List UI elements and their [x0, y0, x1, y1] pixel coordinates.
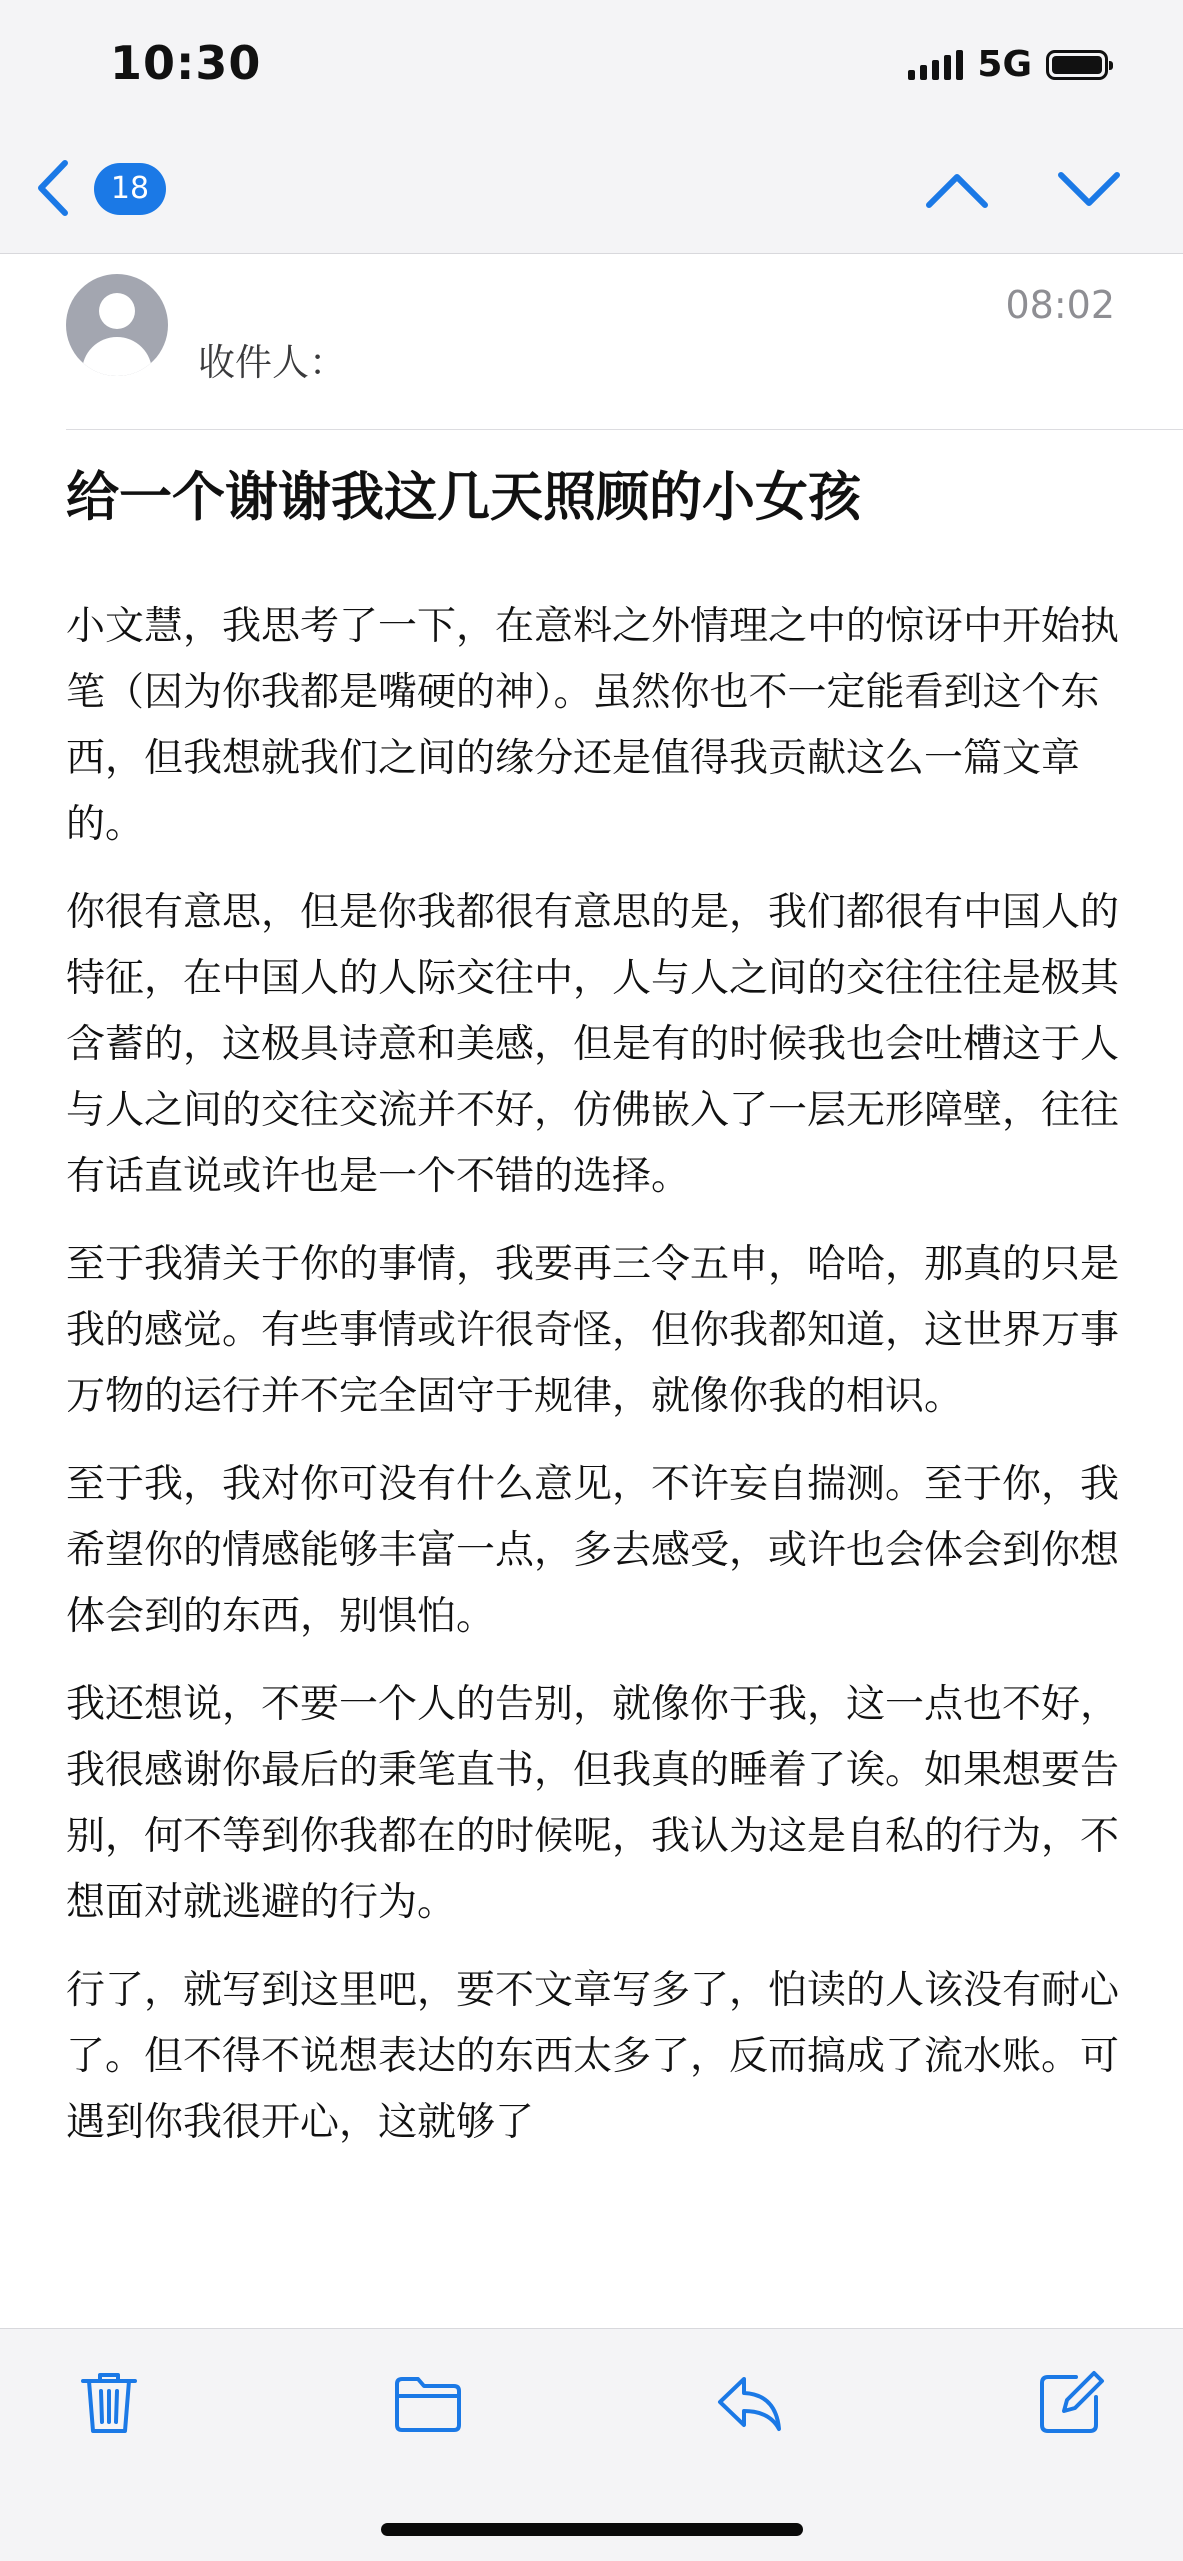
compose-icon [1036, 2367, 1106, 2437]
chevron-up-icon [924, 170, 990, 210]
battery-level [1052, 56, 1102, 74]
folder-icon [393, 2367, 463, 2437]
previous-message-button[interactable] [924, 170, 990, 210]
bottom-toolbar [0, 2328, 1183, 2561]
trash-icon [74, 2367, 144, 2437]
back-button[interactable] [34, 158, 72, 218]
next-message-button[interactable] [1056, 170, 1122, 210]
message-time: 08:02 [1005, 283, 1115, 327]
reply-button[interactable] [714, 2367, 784, 2437]
message-subject: 给一个谢谢我这几天照顾的小女孩 [66, 467, 861, 528]
chevron-left-icon [34, 158, 72, 218]
delete-button[interactable] [74, 2367, 144, 2437]
home-indicator[interactable] [381, 2523, 803, 2536]
message-body [66, 594, 1122, 2178]
network-type: 5G [977, 44, 1032, 85]
chevron-down-icon [1056, 170, 1122, 210]
cellular-signal-icon [908, 50, 963, 80]
recipient-label[interactable]: 收件人： [198, 341, 346, 384]
person-icon [99, 293, 135, 329]
body-paragraph: 行了，就写到这里吧，要不文章写多了，怕读的人该没有耐心了。但不得不说想表达的东西太多了，反而搞成了流水账。可遇到你我很开心，这就够了 [66, 1968, 1120, 2145]
body-paragraph: 小文慧，我思考了一下，在意料之外情理之中的惊讶中开始执笔（因为你我都是嘴硬的神）。虽然你也不一定能看到这个东西，但我想就我们之间的缘分还是值得我贡献这么一篇文章的。 [66, 604, 1120, 847]
status-indicators [908, 44, 1108, 85]
avatar[interactable] [66, 274, 168, 376]
unread-count-badge[interactable]: 18 [94, 163, 166, 215]
body-paragraph: 我还想说，不要一个人的告别，就像你于我，这一点也不好，我很感谢你最后的秉笔直书，但我真的睡着了诶。如果想要告别，何不等到你我都在的时候呢，我认为这是自私的行为，不想面对就逃避的行为。 [66, 1682, 1120, 1925]
compose-button[interactable] [1036, 2367, 1106, 2437]
top-bar [0, 0, 1183, 254]
body-paragraph: 至于我猜关于你的事情，我要再三令五申，哈哈，那真的只是我的感觉。有些事情或许很奇怪，但你我都知道，这世界万事万物的运行并不完全固守于规律，就像你我的相识。 [66, 1242, 1120, 1419]
battery-icon [1046, 50, 1108, 80]
move-to-folder-button[interactable] [393, 2367, 463, 2437]
body-paragraph: 你很有意思，但是你我都很有意思的是，我们都很有中国人的特征，在中国人的人际交往中，人与人之间的交往往往是极其含蓄的，这极具诗意和美感，但是有的时候我也会吐槽这于人与人之间的交往交流并不好，仿佛嵌入了一层无形障壁，往往有话直说或许也是一个不错的选择。 [66, 890, 1120, 1199]
body-paragraph: 至于我，我对你可没有什么意见，不许妄自揣测。至于你，我希望你的情感能够丰富一点，多去感受，或许也会体会到你想体会到的东西，别惧怕。 [66, 1462, 1120, 1639]
status-time: 10:30 [110, 36, 262, 90]
reply-icon [714, 2367, 784, 2437]
message-header [0, 254, 1183, 430]
header-divider [66, 429, 1183, 430]
